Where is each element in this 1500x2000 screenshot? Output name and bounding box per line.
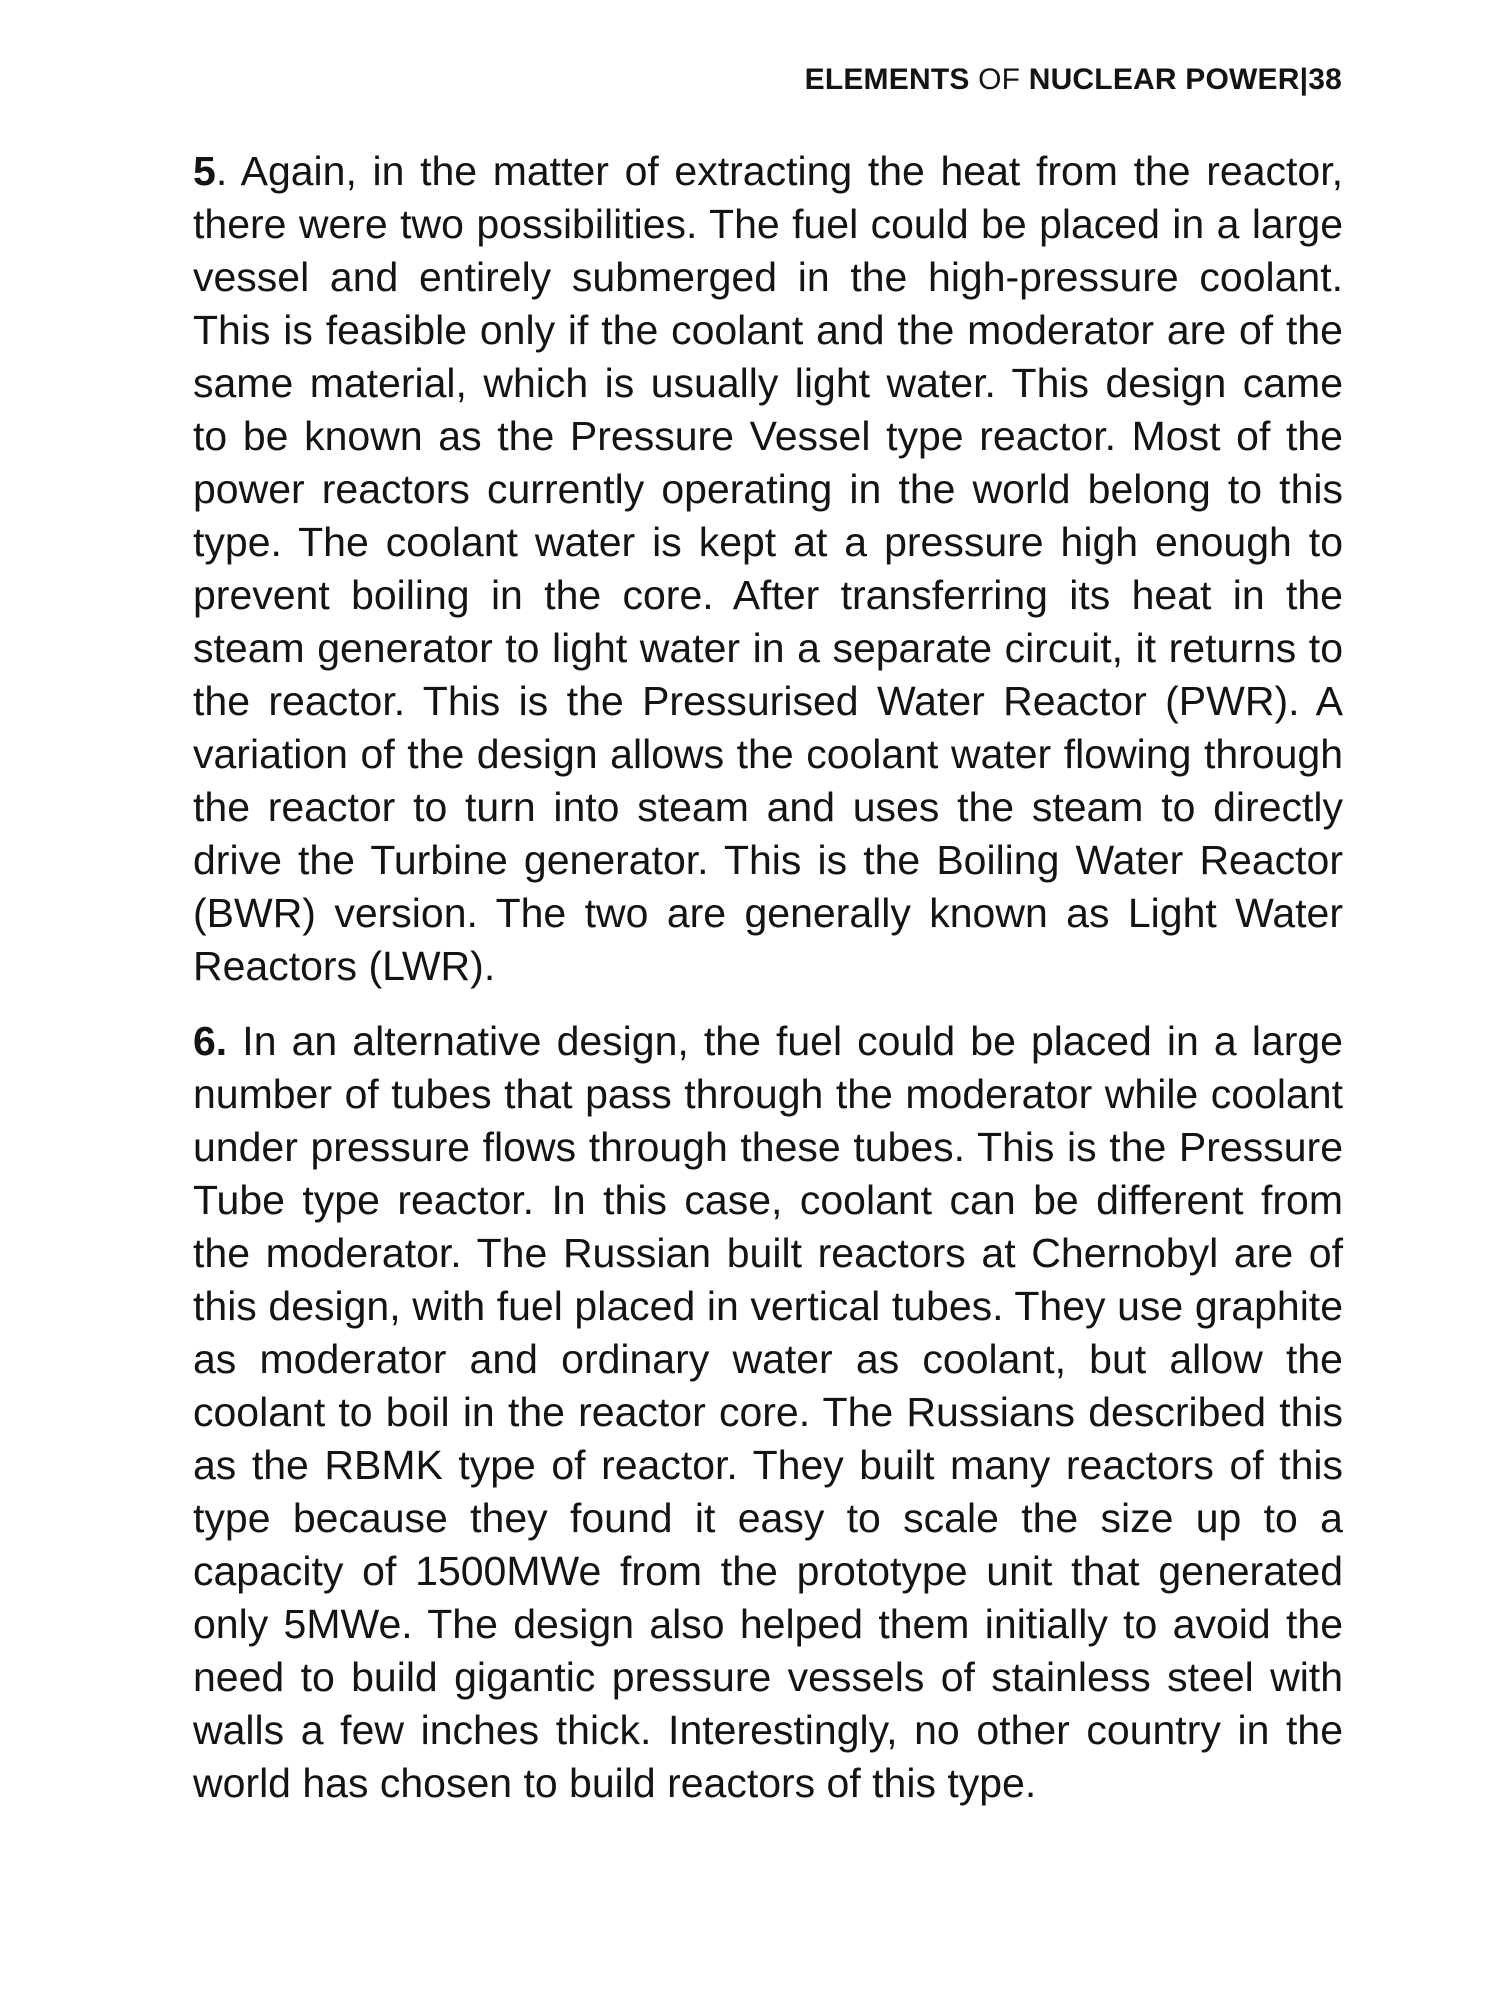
header-title-of: OF (969, 63, 1029, 96)
running-header (805, 60, 1342, 100)
paragraph-number: 5 (193, 148, 216, 194)
page-body (193, 145, 1343, 1810)
header-title-page-number: NUCLEAR POWER|38 (1028, 63, 1342, 96)
paragraph-text: In an alternative design, the fuel could be placed in a large number of tubes that pass through the moderator while coolant under pressure flows through these tubes. This is the Pressure Tube type reactor. In this case, coolant can be different from the moderator. The Russian built reactors at Chernobyl are of this design, with fuel placed in vertical tubes. They use graphite as moderator and ordinary water as coolant, but allow the coolant to boil in the reactor core. The Russians described this as the RBMK type of reactor. They built many reactors of this type because they found it easy to scale the size up to a capacity of 1500MWe from the prototype unit that generated only 5MWe. The design also helped them initially to avoid the need to build gigantic pressure vessels of stainless steel with walls a few inches thick. Interestingly, no other country in the world has chosen to build reactors of this type. (193, 1018, 1343, 1806)
paragraph-text: . Again, in the matter of extracting the heat from the reactor, there were two possibilities. The fuel could be placed in a large vessel and entirely submerged in the high-pressure coolant. This is feasible only if the coolant and the moderator are of the same material, which is usually light water. This design came to be known as the Pressure Vessel type reactor. Most of the power reactors currently operating in the world belong to this type. The coolant water is kept at a pressure high enough to prevent boiling in the core. After transferring its heat in the steam generator to light water in a separate circuit, it returns to the reactor. This is the Pressurised Water Reactor (PWR). A variation of the design allows the coolant water flowing through the reactor to turn into steam and uses the steam to directly drive the Turbine generator. This is the Boiling Water Reactor (BWR) version. The two are generally known as Light Water Reactors (LWR). (193, 148, 1343, 989)
header-title-elements: ELEMENTS (804, 63, 970, 96)
paragraph-6 (193, 1015, 1343, 1810)
paragraph-5 (193, 145, 1343, 993)
paragraph-number: 6. (193, 1018, 228, 1064)
